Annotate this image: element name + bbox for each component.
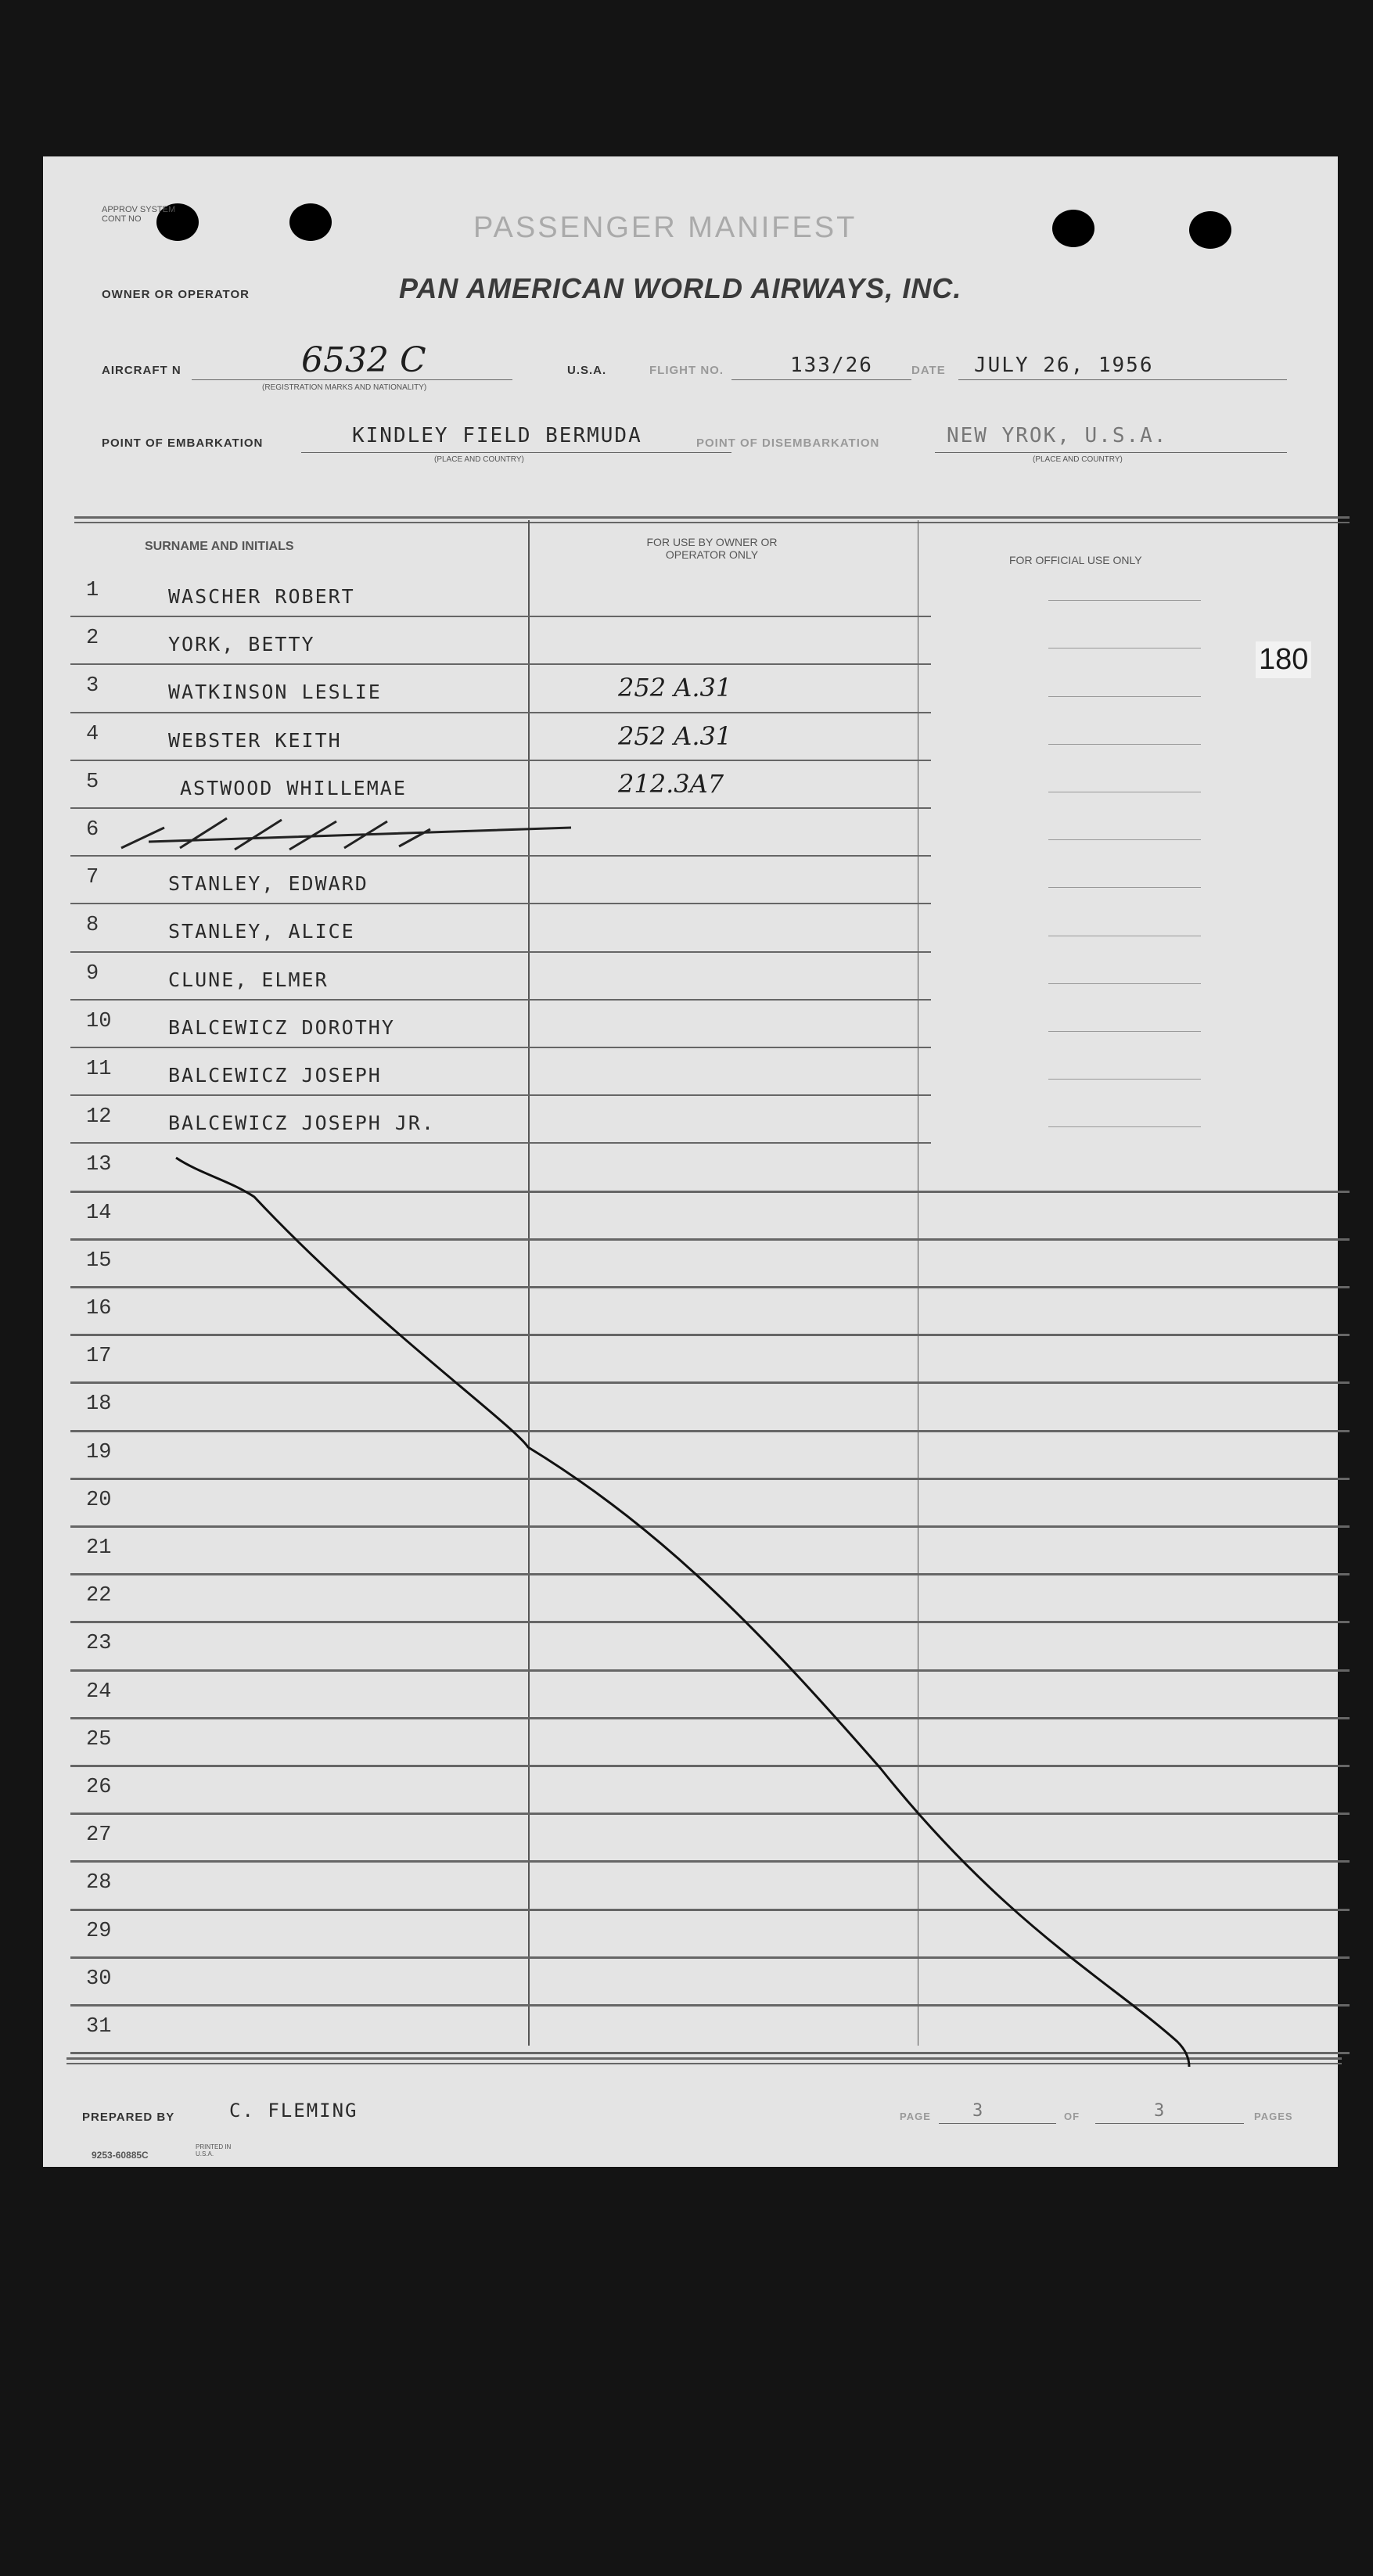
aircraft-label: AIRCRAFT N [102,364,182,377]
embarkation-value: KINDLEY FIELD BERMUDA [352,424,642,447]
row-number: 27 [86,1823,112,1848]
table-row [43,1002,1338,1050]
row-number: 30 [86,1967,112,1991]
flight-value: 133/26 [790,354,873,377]
row-rule [70,2004,1350,2007]
row-number: 7 [86,866,99,890]
row-number: 5 [86,770,99,794]
printed-mark: PRINTED IN U.S.A. [196,2143,232,2157]
prepared-label: PREPARED BY [82,2111,175,2124]
row-number: 18 [86,1392,112,1417]
row-rule [70,1573,1350,1575]
row-number: 14 [86,1201,112,1225]
row-rule [70,1909,1350,1911]
row-number: 21 [86,1536,112,1560]
table-row [43,1145,1338,1193]
passenger-name: CLUNE, ELMER [168,968,329,991]
official-rule [1048,696,1201,697]
row-rule [70,1334,1350,1336]
row-rule [70,2052,1350,2054]
table-row [43,1816,1338,1863]
table-row [43,1241,1338,1289]
table-row [43,1337,1338,1385]
table-row [43,1481,1338,1529]
passenger-name: STANLEY, EDWARD [168,872,368,896]
aircraft-value: 6532 C [301,340,426,380]
row-rule [70,1381,1350,1384]
table-row [43,1050,1338,1098]
col-header-official: FOR OFFICIAL USE ONLY [1009,554,1142,566]
page-value: 3 [972,2101,985,2121]
table-row [43,666,1338,714]
row-number: 15 [86,1248,112,1273]
row-rule [70,1094,931,1096]
manifest-sheet [43,156,1338,2167]
table-row [43,1576,1338,1624]
row-rule [70,663,931,665]
row-number: 4 [86,722,99,746]
row-number: 31 [86,2015,112,2039]
passenger-name: BALCEWICZ DOROTHY [168,1015,395,1039]
row-number: 2 [86,627,99,651]
row-rule [70,1717,1350,1719]
official-rule [1048,1031,1201,1032]
row-number: 17 [86,1345,112,1369]
row-number: 22 [86,1584,112,1608]
table-row [43,1624,1338,1672]
table-row [43,1098,1338,1145]
passenger-name: ASTWOOD WHILLEMAE [180,776,407,799]
page-label: PAGE [900,2111,931,2122]
aircraft-sub: (REGISTRATION MARKS AND NATIONALITY) [262,383,427,392]
row-number: 28 [86,1871,112,1895]
passenger-name: WATKINSON LESLIE [168,681,382,704]
row-rule [70,951,931,953]
row-number: 12 [86,1105,112,1130]
official-rule [1048,600,1201,601]
row-rule [70,903,931,904]
passenger-name: WEBSTER KEITH [168,728,342,752]
page-number-stamp: 180 [1256,641,1311,678]
table-row [43,1768,1338,1816]
crossed-out-row-marks [117,810,587,857]
operator-code: 252 A.31 [618,720,732,751]
disembarkation-sub: (PLACE AND COUNTRY) [1033,455,1123,464]
punch-hole-2 [289,203,332,241]
official-rule [1048,983,1201,984]
table-row [43,1433,1338,1481]
table-row [43,1529,1338,1576]
row-number: 6 [86,818,99,842]
table-row [43,571,1338,619]
row-rule [70,807,931,809]
row-number: 1 [86,579,99,602]
row-rule [70,1478,1350,1480]
table-row [43,715,1338,763]
usa-label: U.S.A. [567,364,607,377]
official-rule [1048,1126,1201,1127]
form-number: 9253-60885C [92,2150,149,2161]
col-header-names: SURNAME AND INITIALS [145,540,294,553]
row-rule [70,712,931,713]
row-number: 23 [86,1632,112,1656]
passenger-name: BALCEWICZ JOSEPH JR. [168,1112,436,1135]
row-rule [70,760,931,761]
row-number: 19 [86,1440,112,1464]
row-number: 3 [86,674,99,699]
row-rule [70,1430,1350,1432]
row-number: 16 [86,1297,112,1320]
punch-hole-3 [1052,210,1094,247]
form-title: PASSENGER MANIFEST [473,211,857,244]
pages-value: 3 [1154,2101,1166,2121]
date-value: JULY 26, 1956 [974,354,1154,377]
table-row [43,1720,1338,1768]
row-rule [70,1238,1350,1241]
embarkation-sub: (PLACE AND COUNTRY) [434,455,524,464]
owner-label: OWNER OR OPERATOR [102,288,250,301]
official-rule [1048,1079,1201,1080]
table-row [43,1863,1338,1911]
operator-code: 212.3A7 [618,768,724,799]
table-row [43,954,1338,1002]
passenger-name: WASCHER ROBERT [168,585,355,608]
row-number: 29 [86,1919,112,1943]
row-rule [70,1142,931,1144]
passenger-name: BALCEWICZ JOSEPH [168,1064,382,1087]
prepared-by-value: C. FLEMING [229,2100,358,2122]
table-row [43,1960,1338,2007]
row-number: 25 [86,1727,112,1751]
owner-value: PAN AMERICAN WORLD AIRWAYS, INC. [399,272,962,304]
table-row [43,1912,1338,1960]
row-rule [70,1765,1350,1767]
row-number: 8 [86,914,99,938]
flight-label: FLIGHT NO. [649,364,724,377]
row-rule [70,1286,1350,1288]
table-row [43,1289,1338,1337]
row-number: 11 [86,1058,112,1081]
passenger-name: STANLEY, ALICE [168,920,355,943]
row-rule [70,616,931,617]
row-rule [70,1669,1350,1672]
row-rule [70,1191,1350,1193]
punch-hole-4 [1189,211,1231,249]
table-row [43,906,1338,954]
col-header-owner-use: FOR USE BY OWNER OR OPERATOR ONLY [646,536,778,561]
official-rule [1048,839,1201,840]
row-rule [70,1525,1350,1528]
row-number: 26 [86,1776,112,1799]
table-row [43,1385,1338,1432]
table-row [43,2007,1338,2055]
disembarkation-label: POINT OF DISEMBARKATION [696,437,880,450]
disembarkation-value: NEW YROK, U.S.A. [947,424,1168,447]
row-number: 20 [86,1488,112,1512]
date-label: DATE [911,364,946,377]
table-row [43,858,1338,906]
of-label: OF [1064,2111,1080,2122]
table-row [43,1194,1338,1241]
table-row [43,1672,1338,1720]
official-rule [1048,744,1201,745]
row-rule [70,1047,931,1048]
pages-label: PAGES [1254,2111,1293,2122]
row-number: 9 [86,961,99,986]
row-rule [70,1621,1350,1623]
table-row [43,810,1338,858]
header-code: APPROV SYSTEM CONT NO [102,205,176,224]
row-rule [70,1956,1350,1959]
row-rule [70,1813,1350,1815]
operator-code: 252 A.31 [618,673,732,703]
row-rule [70,1860,1350,1863]
row-rule [70,999,931,1001]
official-rule [1048,887,1201,888]
embarkation-label: POINT OF EMBARKATION [102,437,264,450]
row-number: 13 [86,1153,112,1177]
table-row [43,619,1338,666]
row-number: 10 [86,1009,112,1033]
row-number: 24 [86,1680,112,1704]
table-row [43,763,1338,810]
passenger-name: YORK, BETTY [168,633,315,656]
